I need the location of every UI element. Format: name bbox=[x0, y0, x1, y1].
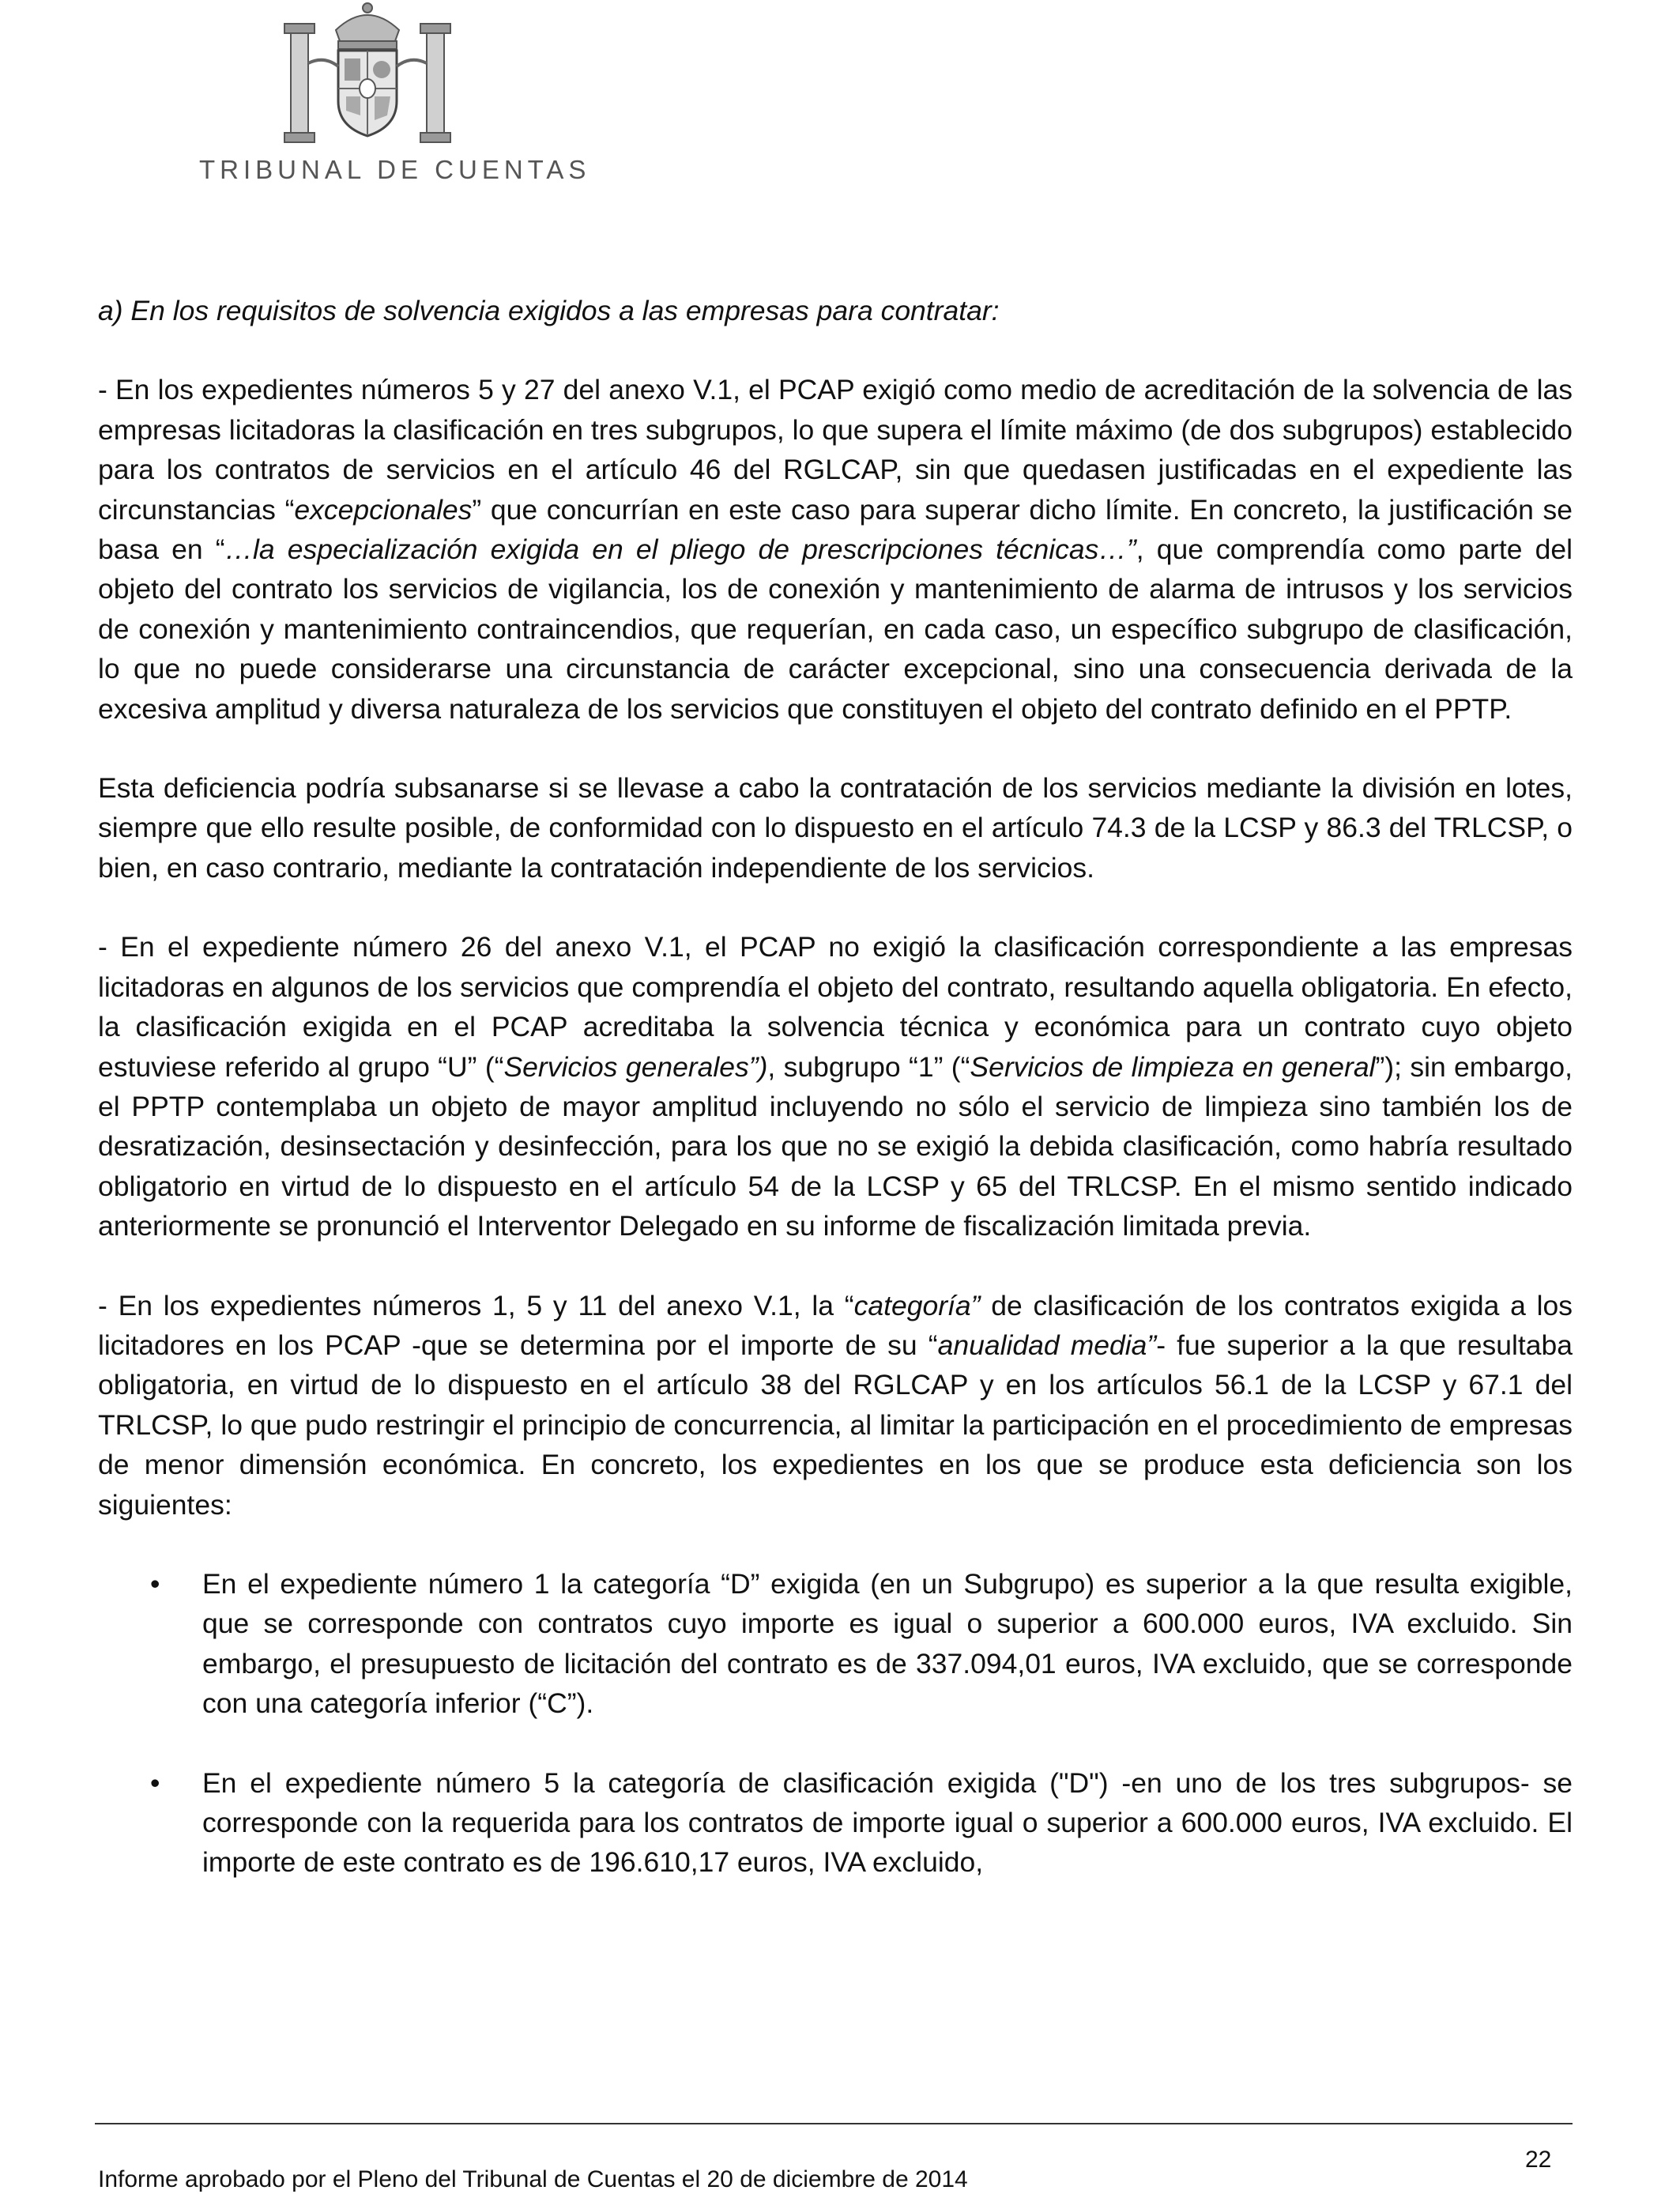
footer-divider bbox=[95, 2123, 1573, 2124]
list-item bbox=[98, 1564, 1573, 1724]
header-logo bbox=[95, 0, 591, 190]
list-item-text: En el expediente número 5 la categoría de clasificación exigida ("D") -en uno de los tres subgrupos- se corresponde con la requerida para los contratos de importe igual o superior a 600.000 euros, IVA excluido. El importe de este contrato es de 196.610,17 euros, IVA excluido, bbox=[202, 1766, 1573, 1879]
bullet-icon: • bbox=[150, 1766, 160, 1799]
bullet-list bbox=[98, 1564, 1573, 1883]
italic-run: Servicios generales”) bbox=[503, 1050, 768, 1083]
list-item bbox=[98, 1763, 1573, 1883]
section-heading: a) En los requisitos de solvencia exigidos a las empresas para contratar: bbox=[98, 295, 1000, 326]
paragraph-2: Esta deficiencia podría subsanarse si se llevase a cabo la contratación de los servicios mediante la división en lotes, siempre que ello resulte posible, de conformidad con lo dispuesto en el artículo 74.3 de la LCSP y 86.3 del TRLCSP, o bien, en caso contrario, mediante la contratación independiente de los servicios. bbox=[98, 772, 1573, 884]
text-run: ”); sin embargo, el PPTP contemplaba un objeto de mayor amplitud incluyendo no sólo el servicio de limpieza sino también los de desratización, desinsectación y desinfección, para los que no se exigió la debida clasificación, como habría resultado obligatorio en virtud de lo dispuesto en el artículo 54 de la LCSP y 65 del TRLCSP. En el mismo sentido indicado anteriormente se pronunció el Interventor Delegado en su informe de fiscalización limitada previa. bbox=[98, 1050, 1573, 1242]
coat-of-arms-icon bbox=[261, 0, 474, 150]
paragraph-3 bbox=[98, 927, 1573, 1246]
org-name: TRIBUNAL DE CUENTAS bbox=[199, 155, 591, 184]
text-run: - En los expedientes números 5 y 27 del anexo V.1, el PCAP exigió como medio de acreditación de la solvencia de las empresas licitadoras la clasificación en tres subgrupos, lo que supera el límite máximo (de dos subgrupos) establecido para los contratos de servicios en el artículo 46 del RGLCAP, sin que quedasen justificadas en el expediente las circunstancias “ bbox=[98, 374, 1573, 526]
text-run: , que comprendía como parte del objeto del contrato los servicios de vigilancia, los de conexión y mantenimiento de alarma de intrusos y los servicios de conexión y mantenimiento contraincendios, que requerían, en cada caso, un específico subgrupo de clasificación, lo que no puede considerarse una circunstancia de carácter excepcional, sino una consecuencia derivada de la excesiva amplitud y diversa naturaleza de los servicios que constituyen el objeto del contrato definido en el PPTP. bbox=[98, 533, 1573, 725]
text-run: - En el expediente número 26 del anexo V.1, el PCAP no exigió la clasificación correspondiente a las empresas licitadoras en algunos de los servicios que comprendía el objeto del contrato, resultando aquella obligatoria. En efecto, la clasificación exigida en el PCAP acreditaba la solvencia técnica y económica para un contrato cuyo objeto estuviese referido al grupo “U” (“ bbox=[98, 931, 1573, 1083]
italic-run: anualidad media” bbox=[937, 1329, 1157, 1361]
bullet-icon: • bbox=[150, 1567, 160, 1600]
paragraph-1 bbox=[98, 370, 1573, 729]
text-run: - fue superior a la que resultaba obligatoria, en virtud de lo dispuesto en el artículo 38 del RGLCAP y en los artículos 56.1 de la LCSP y 67.1 del TRLCSP, lo que pudo restringir el principio de concurrencia, al limitar la participación en el procedimiento de empresas de menor dimensión económica. En concreto, los expedientes en los que se produce esta deficiencia son los siguientes: bbox=[98, 1329, 1573, 1521]
list-item-text: En el expediente número 1 la categoría “D” exigida (en un Subgrupo) es superior a la que resulta exigible, que se corresponde con contratos cuyo importe es igual o superior a 600.000 euros, IVA excluido. Sin embargo, el presupuesto de licitación del contrato es de 337.094,01 euros, IVA excluido, que se corresponde con una categoría inferior (“C”). bbox=[202, 1567, 1573, 1720]
paragraph-4 bbox=[98, 1286, 1573, 1525]
text-run: ” que concurrían en este caso para superar dicho límite. En concreto, la justificación se basa en “ bbox=[98, 493, 1573, 566]
italic-run: …la especialización exigida en el pliego de prescripciones técnicas…” bbox=[224, 533, 1136, 566]
document-body bbox=[98, 291, 1573, 1883]
italic-run: Servicios de limpieza en general bbox=[970, 1050, 1376, 1083]
page-number: 22 bbox=[1525, 2147, 1552, 2173]
italic-run: excepcionales bbox=[294, 493, 473, 526]
text-run: , subgrupo “1” (“ bbox=[767, 1050, 970, 1083]
text-run: - En los expedientes números 1, 5 y 11 del anexo V.1, la “ bbox=[98, 1289, 854, 1321]
footer-text: Informe aprobado por el Pleno del Tribunal de Cuentas el 20 de diciembre de 2014 bbox=[98, 2166, 968, 2192]
text-run: de clasificación de los contratos exigida a los licitadores en los PCAP -que se determina por el importe de su “ bbox=[98, 1289, 1573, 1361]
italic-run: categoría” bbox=[853, 1289, 981, 1321]
